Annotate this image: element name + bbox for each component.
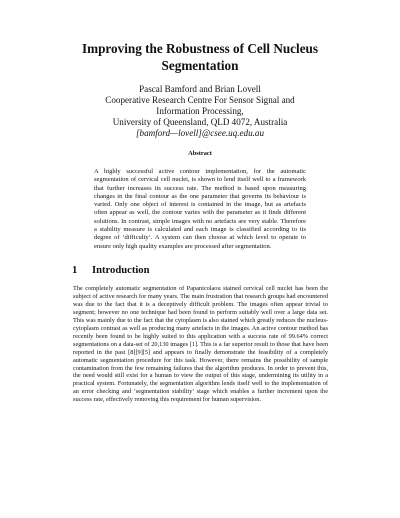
affiliation-line-3: University of Queensland, QLD 4072, Australia	[112, 117, 288, 127]
title-line-2: Segmentation	[161, 58, 239, 73]
author-names: Pascal Bamford and Brian Lovell	[139, 84, 261, 94]
title-line-1: Improving the Robustness of Cell Nucleus	[81, 41, 319, 56]
paper-title	[40, 40, 360, 74]
affiliation-line-1: Cooperative Research Centre For Sensor Signal and	[105, 95, 295, 105]
author-email: [bamford—lovell]@csee.uq.edu.au	[136, 128, 264, 138]
affiliation-line-2: Information Processing,	[156, 106, 244, 116]
section-title: Introduction	[92, 265, 150, 276]
abstract-heading: Abstract	[188, 150, 212, 157]
section-body-text: The completely automatic segmentation of Papanicolaou stained cervical cell nuclei has been the subject of active research for many years. The main frustration that research groups had encountered was due to the fact that it is a deceptively difficult problem. The images often appear trivial to segment; however no one technique had been found to perform suitably well over a large data set. This was mainly due to the fact that the cytoplasm is also stained which greatly reduces the nucleus-cytoplasm contrast as well as producing many artefacts in the images. An active contour method has recently been found to be highly suited to this application with a success rate of 99.64% correct segmentations on a data-set of 20,130 images [1]. This is a far superior result to those that have been reported in the past [8][9][5] and appears to finally demonstrate the feasibility of a completely automatic segmentation procedure for this task. However, there remains the possibility of sample contamination from the few remaining failures that the algorithm produces. In order to prevent this, the need would still exist for a human to view the output of this stage, undermining its utility in a practical system. Fortunately, the segmentation algorithm lends itself well to the implementation of an error checking and ‘segmentation stability’ stage which enables a further increment upon the success rate, effectively removing this requirement for human supervision.	[73, 285, 328, 404]
section-number: 1	[72, 265, 78, 276]
author-block	[40, 84, 360, 139]
section-heading	[72, 264, 332, 277]
abstract-text: A highly successful active contour implementation, for the automatic segmentation of cervical cell nuclei, is shown to lend itself well to a framework that further increases its success rate. The method is based upon measuring changes in the final contour as the one parameter that governs its behaviour is varied. Only one object of interest is contained in the image, but as artefacts often appear as well, the contour varies with the parameter as it finds different solutions. In contrast, simple images with no artefacts are very stable. Therefore a stability measure is calculated and each image is classified according to its degree of ‘difficulty’. A system can then choose at which level to operate to ensure only high quality examples are processed after segmentation.	[94, 168, 306, 250]
